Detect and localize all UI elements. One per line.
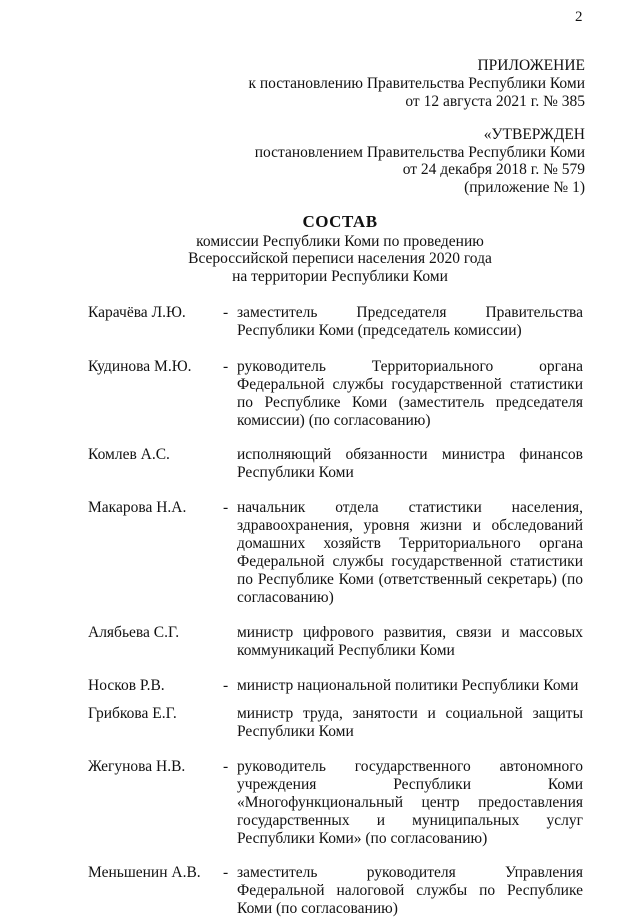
title-line: комиссии Республики Коми по проведению — [196, 232, 484, 250]
approved-appendix-number: (приложение № 1) — [464, 178, 585, 196]
member-role: министр цифрового развития, связи и массовых коммуникаций Республики Коми — [237, 624, 583, 659]
member-dash: - — [223, 758, 229, 775]
member-entry — [88, 446, 583, 482]
member-dash — [223, 624, 237, 660]
member-dash — [223, 705, 237, 741]
page-number: 2 — [575, 9, 583, 25]
appendix-title: ПРИЛОЖЕНИЕ — [477, 57, 585, 74]
appendix-date: от 12 августа 2021 г. № 385 — [405, 93, 585, 110]
approved-header — [255, 126, 585, 196]
member-name: Кудинова М.Ю. — [88, 358, 192, 375]
member-role: руководитель Территориального органа Федеральной службы государственной статистики по Республике Коми (заместитель председателя комиссии) (по согласованию) — [237, 358, 583, 429]
title-line: на территории Республики Коми — [232, 267, 448, 285]
member-role: руководитель государственного автономного учреждения Республики Коми «Многофункциональный центр предоставления государственных и муниципальных услуг Республики Коми» (по согласованию) — [237, 758, 583, 847]
member-entry — [88, 499, 583, 607]
member-dash: - — [223, 499, 229, 516]
member-dash: - — [223, 864, 229, 881]
member-entry — [88, 624, 583, 660]
member-entry — [88, 864, 583, 918]
member-entry — [88, 358, 583, 430]
member-role: заместитель руководителя Управления Федеральной налоговой службы по Республике Коми (по согласованию) — [237, 864, 583, 917]
member-role: заместитель Председателя Правительства Республики Коми (председатель комиссии) — [237, 304, 583, 339]
member-entry — [88, 758, 583, 848]
member-role: министр национальной политики Республики Коми — [237, 677, 579, 694]
member-role: исполняющий обязанности министра финансов Республики Коми — [237, 446, 583, 481]
member-name: Жегунова Н.В. — [88, 758, 186, 775]
member-name: Комлев А.С. — [88, 446, 170, 463]
member-entry — [88, 705, 583, 741]
member-dash: - — [223, 677, 229, 694]
title-line: Всероссийской переписи населения 2020 года — [188, 250, 492, 267]
member-name: Макарова Н.А. — [88, 499, 187, 516]
member-role: министр труда, занятости и социальной защиты Республики Коми — [237, 705, 583, 740]
member-name: Меньшенин А.В. — [88, 864, 201, 881]
member-name: Носков Р.В. — [88, 677, 165, 694]
member-entry — [88, 677, 583, 695]
document-title — [150, 213, 530, 285]
approved-reference: постановлением Правительства Республики Коми — [254, 143, 585, 161]
members-list — [88, 304, 583, 918]
appendix-reference: к постановлению Правительства Республики Коми — [248, 75, 585, 92]
member-dash: - — [223, 358, 229, 375]
member-role: начальник отдела статистики населения, здравоохранения, уровня жизни и обследований домашних хозяйств Территориального органа Федеральной службы государственной статистики по Республике Коми (ответственный секретарь) (по согласованию) — [237, 499, 583, 606]
approved-title: «УТВЕРЖДЕН — [483, 126, 585, 143]
member-name: Грибкова Е.Г. — [88, 705, 177, 722]
member-name: Карачёва Л.Ю. — [88, 304, 186, 321]
title-main: СОСТАВ — [302, 212, 378, 231]
appendix-header — [248, 57, 585, 111]
member-dash: - — [223, 304, 229, 321]
member-name: Алябьева С.Г. — [88, 624, 180, 641]
member-dash — [223, 446, 237, 482]
member-entry — [88, 304, 583, 340]
approved-date: от 24 декабря 2018 г. № 579 — [402, 161, 585, 178]
